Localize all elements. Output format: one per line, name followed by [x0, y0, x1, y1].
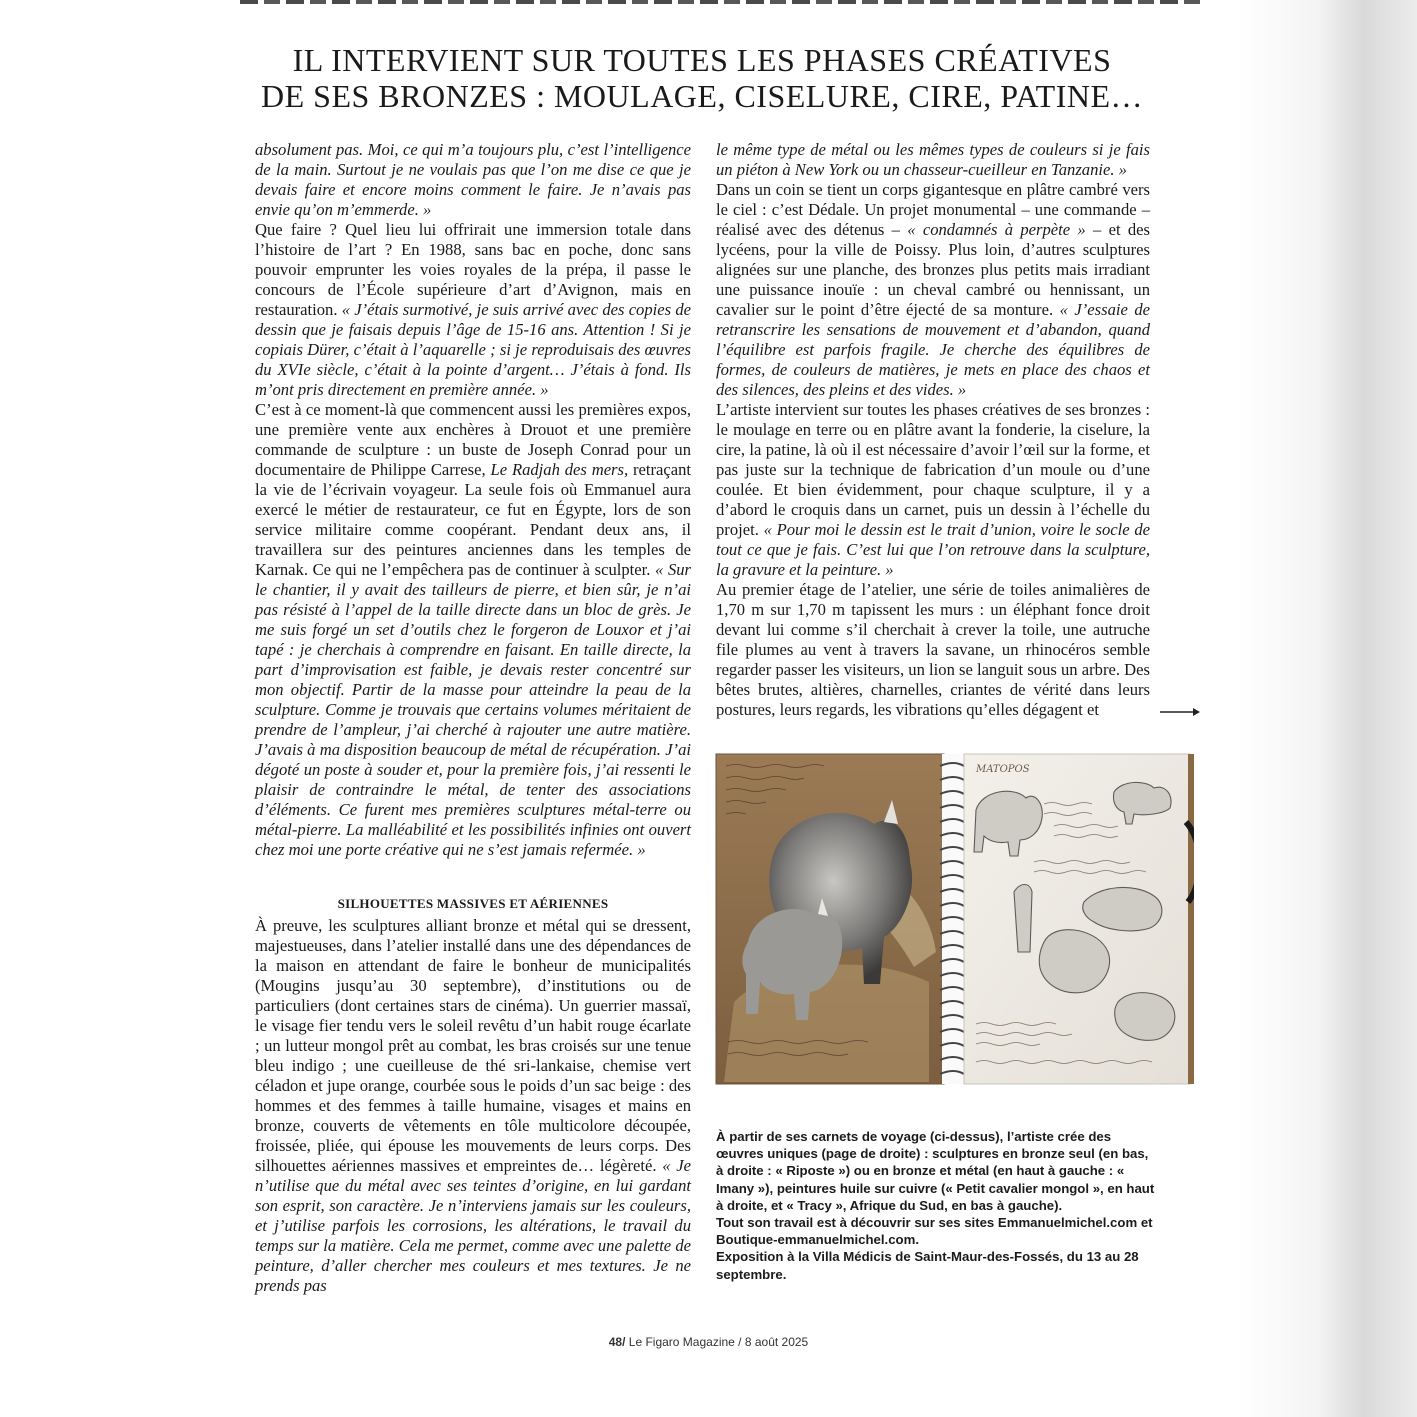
- body-text: C’est à ce moment-là que commencent aussi les premières expos, une première vente aux enchères à Drouot et une première commande de sculpture : un buste de Joseph Conrad pour un documentaire de Philippe Carrese,: [255, 400, 691, 479]
- body-text: Au premier étage de l’atelier, une série de toiles animalières de 1,70 m sur 1,70 m tapissent les murs : un éléphant fonce droit devant lui comme s’il cherchait à crever la toile, une autruche file plumes au vent à travers la savane, un rhinocéros semble regarder passer les visiteurs, un lion se languit sous un arbre. Des bêtes brutes, altières, charnelles, criantes de vérité dans leurs postures, leurs regards, les vibrations qu’elles dégagent et: [716, 580, 1150, 719]
- section-subhead: SILHOUETTES MASSIVES ET AÉRIENNES: [337, 896, 609, 911]
- quote: « Je n’utilise que du métal avec ses teintes d’origine, en lui gardant son esprit, son caractère. Je n’interviens jamais sur les couleurs, et j’utilise parfois les corrosions, les altérations, le travail du temps sur la matière. Cela me permet, comme avec une palette de peinture, d’aller chercher mes couleurs et mes textures. Je ne prends pas: [255, 1156, 691, 1295]
- body-text: retraçant la vie de l’écrivain voyageur. La seule fois où Emmanuel aura exercé le métier de restaurateur, ce fut en Égypte, lors de son service militaire comme coopérant. Pendant deux ans, il travaillera sur des peintures anciennes dans les temples de Karnak. Ce qui ne l’empêchera pas de continuer à sculpter.: [255, 460, 692, 579]
- film-title: Le Radjah des mers,: [490, 460, 629, 479]
- left-column: [255, 140, 691, 1296]
- quote: « J’étais surmotivé, je suis arrivé avec des copies de dessin que je faisais depuis l’âge de 15-16 ans. Attention ! Si je copiais Dürer, c’était à l’aquarelle ; si je reproduisais des œuvres du XVIe siècle, c’était à la pointe d’argent… J’étais à fond. Ils m’ont pris directement en première année. »: [255, 300, 691, 399]
- quote: absolument pas. Moi, ce qui m’a toujours plu, c’est l’intelligence de la main. Surtout je ne voulais pas que l’on me dise ce que je devais faire et encore moins comment le faire. Je n’avais pas envie qu’on m’emmerde. »: [255, 140, 691, 219]
- body-text: Dans un coin se tient un corps gigantesque en plâtre cambré vers le ciel : c’est Dédale. Un projet monumental – une commande – réalisé avec des détenus –: [716, 180, 1150, 239]
- right-column: [716, 140, 1150, 720]
- paragraph: [716, 400, 1150, 580]
- body-text: – et des lycéens, pour la ville de Poissy. Plus loin, d’autres sculptures alignées sur une planche, des bronzes plus petits mais irradiant une puissance inouïe : un cheval cambré ou hennissant, un cavalier sur le point d’être éjecté de sa monture.: [716, 220, 1150, 319]
- caption-line: Exposition à la Villa Médicis de Saint-Maur-des-Fossés, du 13 au 28 septembre.: [716, 1249, 1139, 1282]
- paragraph: [255, 220, 691, 400]
- paragraph: [716, 180, 1150, 400]
- paragraph: [255, 140, 691, 220]
- quote: le même type de métal ou les mêmes types de couleurs si je fais un piéton à New York ou un chasseur-cueilleur en Tanzanie. »: [716, 140, 1150, 179]
- quote: « Pour moi le dessin est le trait d’union, voire le socle de tout ce que je fais. C’est lui que l’on retrouve dans la sculpture, la gravure et la peinture. »: [716, 520, 1150, 579]
- quote: « Sur le chantier, il y avait des tailleurs de pierre, et bien sûr, je n’ai pas résisté à l’appel de la taille directe dans un bloc de grès. Je me suis forgé un set d’outils chez le forgeron de Louxor et j’ai tapé : je cherchais à comprendre en faisant. En taille directe, la part d’improvisation est faible, je devais rester concentré sur mon objectif. Partir de la masse pour atteindre la peau de la sculpture. Comme je trouvais que certains volumes méritaient de prendre de l’ampleur, j’ai cherché à rajouter une autre matière. J’avais à ma disposition beaucoup de métal de récupération. J’ai dégoté un poste à souder et, pour la première fois, j’ai ressenti le plaisir de contraindre le métal, de tenter des associations d’éléments. Ce furent mes premières sculptures métal-terre ou métal-pierre. La malléabilité et les possibilités infinies ont ouvert chez moi une porte créative qui ne s’est jamais refermée. »: [255, 560, 691, 859]
- paragraph: [255, 916, 691, 1296]
- previous-page-strip: [240, 0, 1200, 4]
- paragraph: [716, 140, 1150, 180]
- paragraph: [255, 400, 691, 860]
- headline-line-2: DE SES BRONZES : MOULAGE, CISELURE, CIRE, PATINE…: [260, 78, 1144, 114]
- sketchbook-photo: [714, 752, 1194, 1090]
- headline-line-1: IL INTERVIENT SUR TOUTES LES PHASES CRÉATIVES: [292, 42, 1112, 78]
- page-edge-shadow: [1237, 0, 1417, 1417]
- caption-line: Tout son travail est à découvrir sur ses sites Emmanuelmichel.com et Boutique-emmanuelmichel.com.: [716, 1215, 1153, 1248]
- headline: [240, 42, 1164, 114]
- spiral-binding: [940, 754, 964, 1084]
- paragraph: [716, 580, 1150, 720]
- quote: « condamnés à perpète »: [907, 220, 1086, 239]
- publication-info: Le Figaro Magazine / 8 août 2025: [625, 1335, 809, 1349]
- page-number: 48/: [608, 1335, 626, 1349]
- page-footer: [0, 1335, 1417, 1349]
- body-text: L’artiste intervient sur toutes les phases créatives de ses bronzes : le moulage en terre ou en plâtre avant la fonderie, la ciselure, la cire, la patine, là où il est nécessaire d’avoir l’œil sur la forme, et pas juste sur la technique de fabrication d’un moule ou d’une coulée. Et bien évidemment, pour chaque sculpture, il y a d’abord le croquis dans un carnet, puis un dessin à l’échelle du projet.: [716, 400, 1150, 539]
- sketch-heading: MATOPOS: [976, 764, 1030, 775]
- caption-line: À partir de ses carnets de voyage (ci-dessus), l’artiste crée des œuvres uniques (page de droite) : sculptures en bronze seul (en bas, à droite : « Riposte ») ou en bronze et métal (en haut à gauche : « Imany »), peintures huile sur cuivre (« Petit cavalier mongol », en haut à droite, et « Tracy », Afrique du Sud, en bas à gauche).: [716, 1129, 1155, 1213]
- continue-arrow-icon: [1160, 706, 1200, 718]
- body-text: À preuve, les sculptures alliant bronze et métal qui se dressent, majestueuses, dans l’atelier installé dans une des dépendances de la maison en attendant de faire le bonheur de municipalités (Mougins jusqu’au 30 septembre), d’institutions ou de particuliers (dont certaines stars de cinéma). Un guerrier massaï, le visage fier tendu vers le soleil revêtu d’un habit rouge écarlate ; un lutteur mongol prêt au combat, les bras croisés sur une tenue bleu indigo ; une cueilleuse de thé sri-lankaise, chemise vert céladon et jupe orange, courbée sous le poids d’un sac beige : des hommes et des femmes à taille humaine, visages et mains en bronze, couverts de vêtements en tôle multicolore découpée, froissée, pliée, qui épouse les mouvements de leurs corps. Des silhouettes aériennes massives et empreintes de… légèreté.: [255, 916, 691, 1175]
- photo-caption: [716, 1128, 1156, 1283]
- body-text: Que faire ? Quel lieu lui offrirait une immersion totale dans l’histoire de l’art ? En 1988, sans bac en poche, donc sans pouvoir emprunter les voies royales de la prépa, il passe le concours de l’École supérieure d’art d’Avignon, mais en restauration.: [255, 220, 691, 319]
- quote: « J’essaie de retranscrire les sensations de mouvement et d’abandon, quand l’équilibre est parfois fragile. Je cherche des équilibres de formes, de couleurs de matières, je mets en place des chaos et des silences, des pleins et des vides. »: [716, 300, 1150, 399]
